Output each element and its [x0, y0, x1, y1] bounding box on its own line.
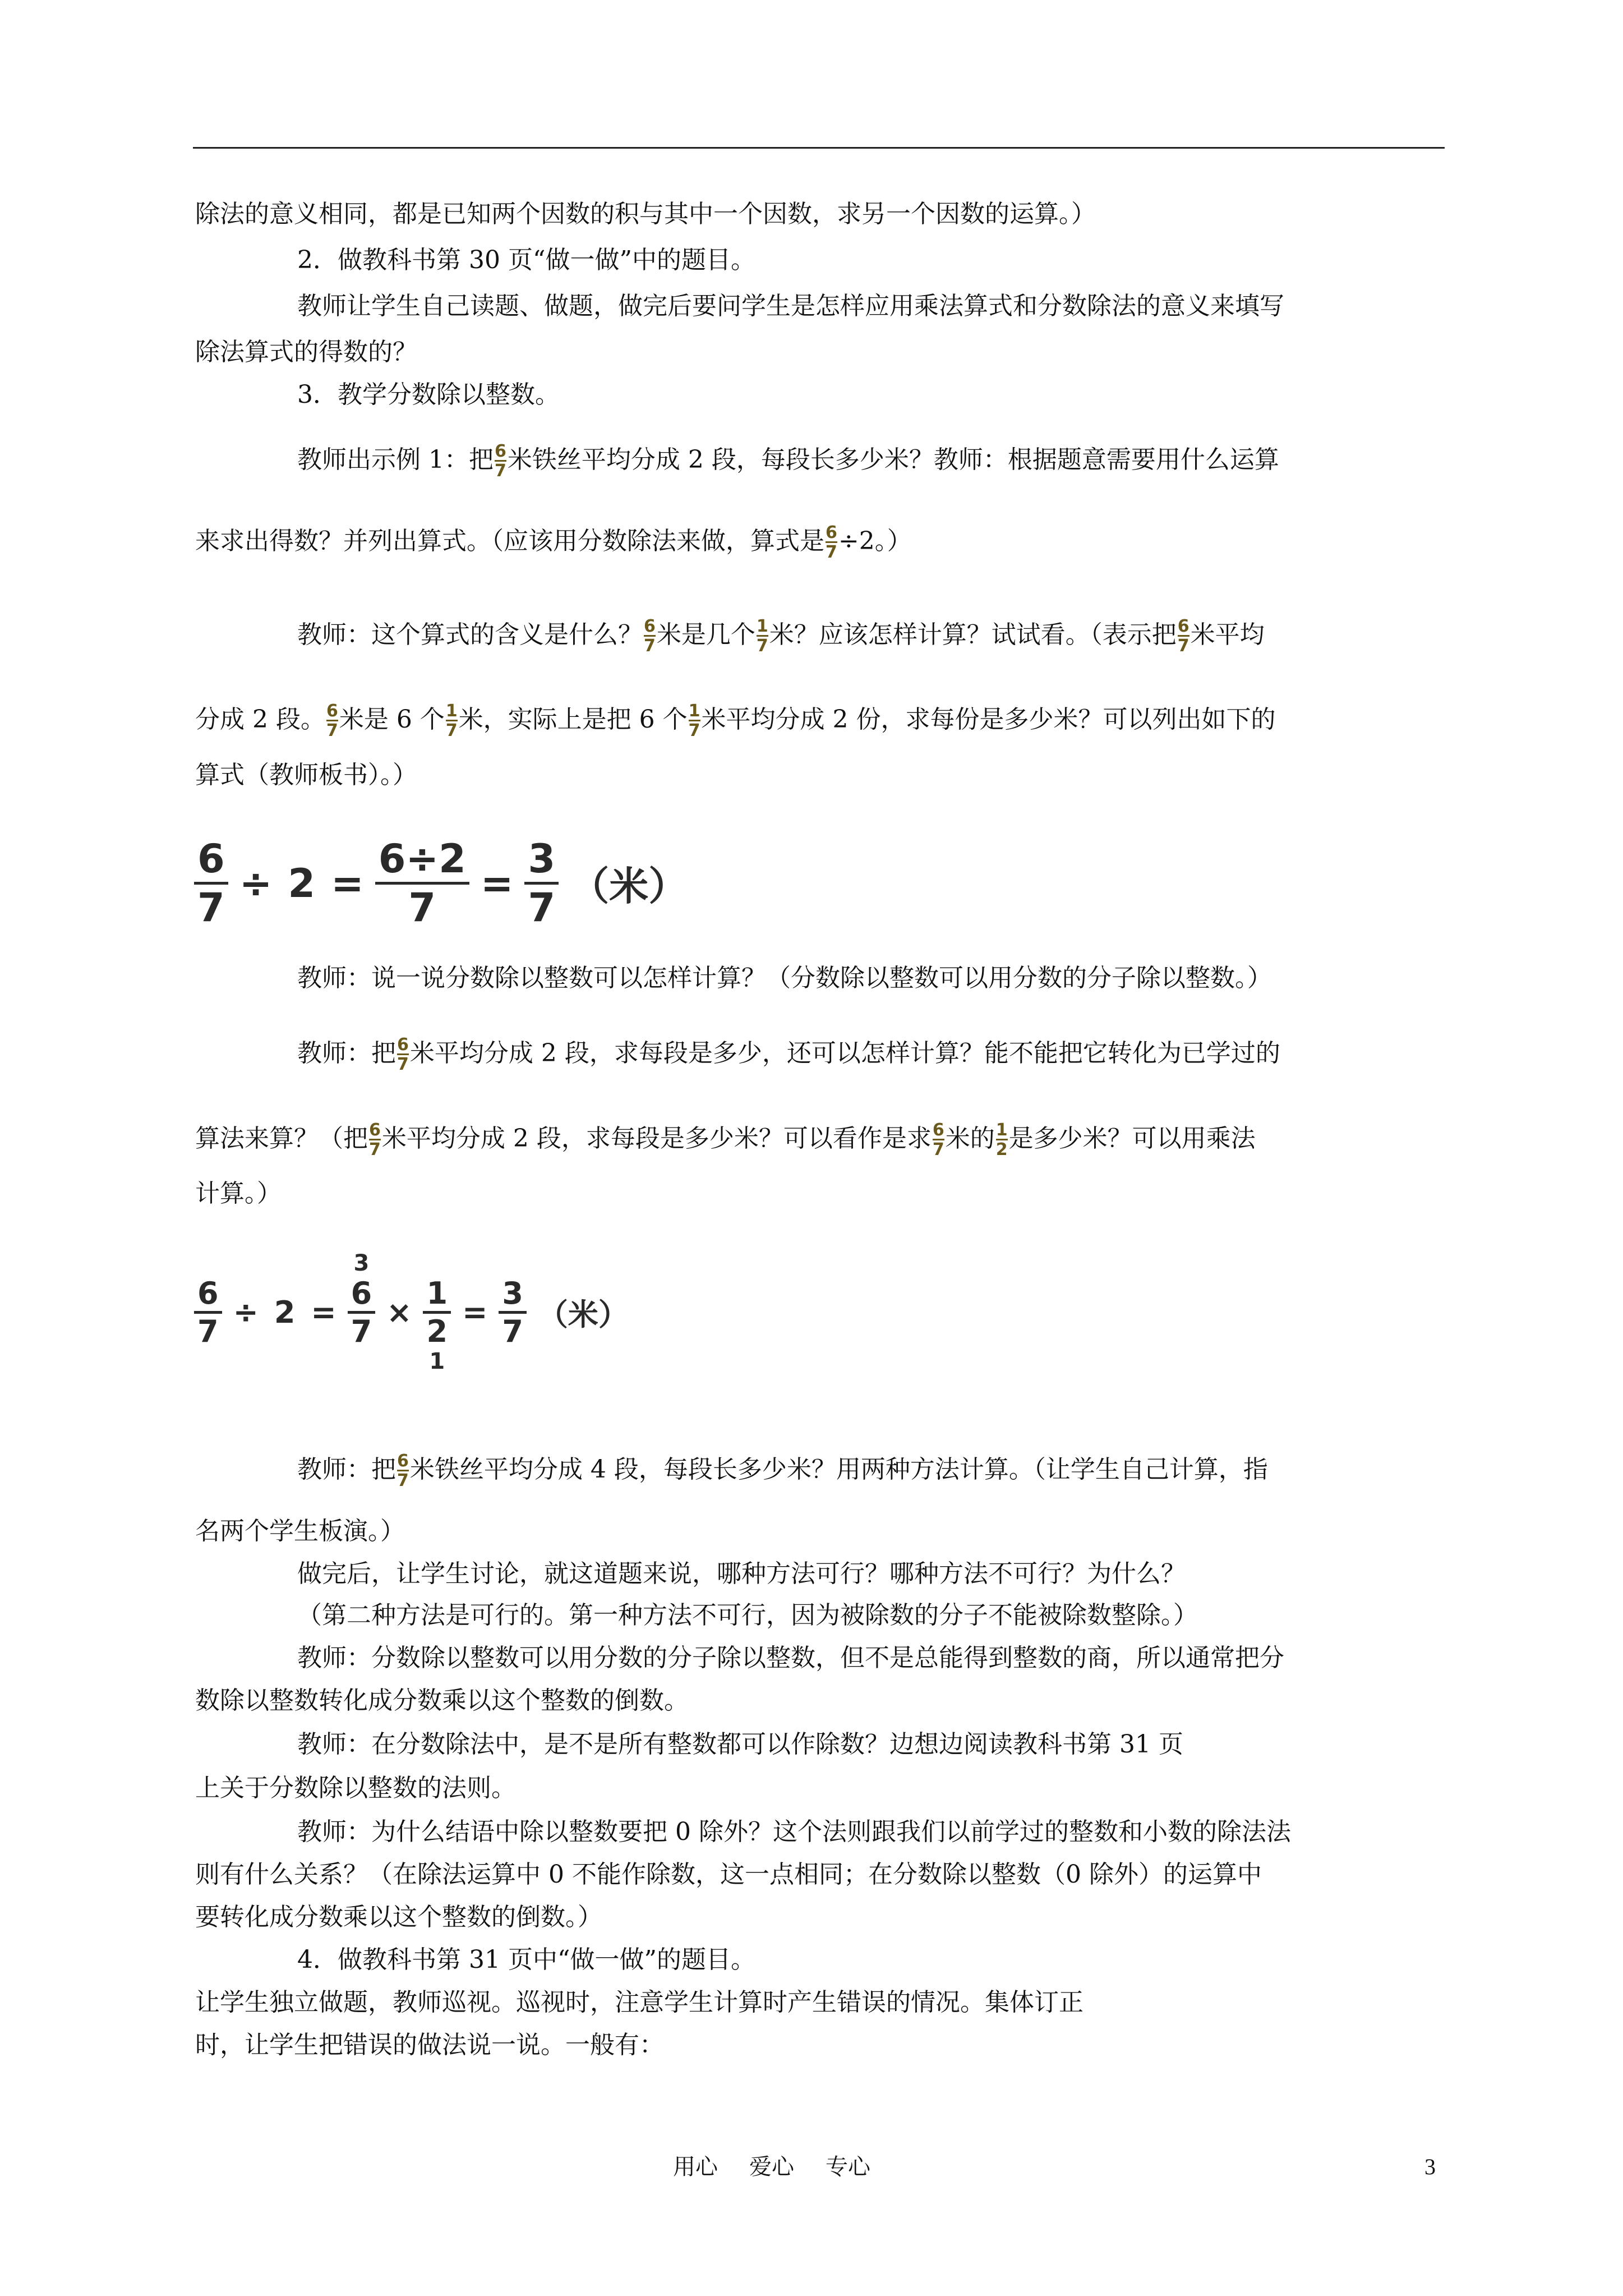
numerator: 1 — [445, 701, 458, 721]
fraction-six-sevenths — [326, 703, 338, 739]
equals-sign: = — [311, 1295, 336, 1330]
fraction-one-seventh — [689, 703, 700, 739]
text-segment: 米平均分成 2 段，求每段是多少米？可以看作是求 — [381, 1124, 932, 1153]
numerator: 6 — [644, 616, 656, 636]
text-segment: 米？应该怎样计算？试试看。（表示把 — [769, 620, 1177, 649]
denominator: 2 — [995, 1140, 1008, 1159]
numerator: 6 — [197, 1276, 219, 1311]
text-segment: 米平均 — [1190, 620, 1265, 649]
denominator: 7 — [1177, 636, 1189, 656]
numerator: 1 — [426, 1276, 448, 1311]
denominator: 7 — [524, 882, 559, 931]
numerator: 6 — [369, 1120, 381, 1140]
header-rule — [193, 147, 1445, 149]
fraction-six-sevenths — [397, 1453, 409, 1489]
text-segment: 来求出得数？并列出算式。（应该用分数除法来做，算式是 — [195, 527, 824, 555]
text-segment: 米的 — [945, 1124, 995, 1153]
reduced-denominator: 1 — [429, 1349, 445, 1374]
text-line: 教师：为什么结语中除以整数要把 0 除外？这个法则跟我们以前学过的整数和小数的除法法 — [297, 1818, 1291, 1846]
fraction-one-half — [996, 1122, 1008, 1158]
denominator: 7 — [375, 882, 469, 931]
equation-fraction — [524, 836, 559, 931]
text-segment: 米是几个 — [656, 620, 755, 649]
text-line: 除法算式的得数的？ — [195, 338, 417, 366]
text-segment: 教师：把 — [297, 1455, 396, 1484]
equation-fraction — [423, 1276, 451, 1349]
numerator: 6÷2 — [378, 836, 466, 882]
numerator: 6 — [351, 1276, 372, 1311]
denominator: 7 — [644, 636, 656, 656]
equation-fraction — [194, 1276, 222, 1349]
text-line: 2．做教科书第 30 页“做一做”中的题目。 — [297, 246, 755, 274]
fraction-six-sevenths — [826, 524, 837, 561]
text-line: 名两个学生板演。） — [195, 1517, 405, 1545]
fraction-six-sevenths — [397, 1037, 409, 1073]
equals-sign: = — [331, 860, 364, 907]
numerator: 1 — [995, 1120, 1008, 1140]
text-line: 让学生独立做题，教师巡视。巡视时，注意学生计算时产生错误的情况。集体订正 — [195, 1988, 1083, 2017]
numerator: 6 — [326, 701, 338, 721]
text-segment: ÷2。） — [838, 527, 912, 555]
denominator: 7 — [326, 721, 338, 740]
numerator: 6 — [826, 523, 837, 542]
paragraph-explanation — [195, 703, 1276, 739]
divisor: 2 — [274, 1295, 296, 1330]
text-line: 教师：分数除以整数可以用分数的分子除以整数，但不是总能得到整数的商，所以通常把分 — [297, 1644, 1284, 1672]
text-segment: 教师：这个算式的含义是什么？ — [297, 620, 643, 649]
text-segment: 教师：把 — [297, 1039, 396, 1068]
fraction-six-sevenths — [369, 1122, 381, 1158]
footer-word: 用心 — [673, 2154, 718, 2180]
text-line: 做完后，让学生讨论，就这道题来说，哪种方法可行？哪种方法不可行？为什么？ — [297, 1559, 1186, 1588]
text-segment: 分成 2 段。 — [195, 705, 325, 734]
text-segment: 米铁丝平均分成 2 段，每段长多少米？教师：根据题意需要用什么运算 — [507, 445, 1279, 474]
text-line: 则有什么关系？（在除法运算中 0 不能作除数，这一点相同；在分数除以整数（0 除外）的运算中 — [195, 1860, 1262, 1889]
denominator: 7 — [688, 721, 700, 740]
denominator: 7 — [494, 461, 506, 481]
text-line: 计算。） — [195, 1179, 282, 1208]
equals-sign: = — [480, 860, 514, 907]
denominator: 7 — [499, 1311, 527, 1349]
numerator: 6 — [397, 1035, 409, 1055]
footer-word: 专心 — [826, 2154, 870, 2180]
text-line: 教师让学生自己读题、做题，做完后要问学生是怎样应用乘法算式和分数除法的意义来填写 — [297, 292, 1284, 320]
numerator: 6 — [932, 1120, 944, 1140]
paragraph-example-1 — [297, 443, 1279, 480]
equation-fraction — [194, 836, 228, 931]
fraction-six-sevenths — [644, 618, 656, 655]
fraction-one-seventh — [757, 618, 768, 655]
denominator: 7 — [932, 1140, 944, 1159]
fraction-one-seventh — [446, 703, 458, 739]
denominator: 7 — [397, 1055, 409, 1074]
text-segment: 米平均分成 2 份，求每份是多少米？可以列出如下的 — [701, 705, 1276, 734]
text-line: 上关于分数除以整数的法则。 — [195, 1774, 516, 1802]
denominator: 7 — [756, 636, 768, 656]
text-segment: 米是 6 个 — [339, 705, 445, 734]
denominator: 7 — [397, 1471, 409, 1490]
numerator: 3 — [528, 836, 556, 882]
text-line: 算式（教师板书）。） — [195, 761, 417, 789]
cancelled-fraction — [419, 1251, 454, 1374]
paragraph-alternative — [297, 1037, 1280, 1073]
equation-fraction — [499, 1276, 527, 1349]
paragraph-exercise — [297, 1453, 1268, 1489]
unit-label: （米） — [570, 863, 688, 909]
text-line: 3．教学分数除以整数。 — [297, 380, 560, 409]
fraction-six-sevenths — [495, 443, 506, 480]
equation-division — [191, 836, 695, 931]
text-segment: 米，实际上是把 6 个 — [458, 705, 688, 734]
text-line: 时，让学生把错误的做法说一说。一般有： — [195, 2031, 664, 2059]
numerator: 6 — [197, 836, 225, 882]
equation-multiplication — [191, 1251, 637, 1380]
numerator: 1 — [688, 701, 700, 721]
footer-word: 爱心 — [749, 2154, 794, 2180]
text-line: （第二种方法是可行的。第一种方法不可行，因为被除数的分子不能被除数整除。） — [297, 1601, 1198, 1630]
text-line: 教师：说一说分数除以整数可以怎样计算？（分数除以整数可以用分数的分子除以整数。） — [297, 964, 1272, 992]
numerator: 6 — [494, 441, 506, 461]
text-segment: 米平均分成 2 段，求每段是多少，还可以怎样计算？能不能把它转化为已学过的 — [409, 1039, 1280, 1068]
denominator: 7 — [826, 542, 837, 562]
denominator: 7 — [194, 882, 228, 931]
numerator: 1 — [756, 616, 768, 636]
numerator: 3 — [502, 1276, 523, 1311]
denominator: 7 — [348, 1311, 376, 1349]
text-segment: 米铁丝平均分成 4 段，每段长多少米？用两种方法计算。（让学生自己计算，指 — [409, 1455, 1268, 1484]
text-segment: 是多少米？可以用乘法 — [1008, 1124, 1256, 1153]
equation-fraction — [348, 1276, 376, 1349]
times-sign: × — [386, 1295, 412, 1330]
divisor: 2 — [288, 860, 316, 907]
reduced-numerator: 3 — [353, 1250, 370, 1276]
equation-fraction — [375, 836, 469, 931]
text-line: 4．做教科书第 31 页中“做一做”的题目。 — [297, 1945, 755, 1974]
text-line: 要转化成分数乘以这个整数的倒数。） — [195, 1903, 602, 1931]
paragraph-multiplication — [195, 1122, 1256, 1158]
equals-sign: = — [462, 1295, 488, 1330]
numerator: 6 — [1177, 616, 1189, 636]
unit-label: （米） — [537, 1297, 629, 1332]
footer-motto — [673, 2153, 942, 2181]
text-segment: 算法来算？（把 — [195, 1124, 368, 1153]
divide-sign: ÷ — [233, 1295, 259, 1330]
paragraph-meaning — [297, 618, 1265, 655]
cancelled-fraction — [344, 1251, 379, 1374]
fraction-six-sevenths — [933, 1122, 944, 1158]
denominator: 2 — [423, 1311, 451, 1349]
paragraph-expression — [195, 524, 912, 561]
text-line: 除法的意义相同，都是已知两个因数的积与其中一个因数，求另一个因数的运算。） — [195, 200, 1096, 228]
text-line: 教师：在分数除法中，是不是所有整数都可以作除数？边想边阅读教科书第 31 页 — [297, 1730, 1183, 1759]
divide-sign: ÷ — [239, 860, 273, 907]
numerator: 6 — [397, 1451, 409, 1471]
text-segment: 教师出示例 1：把 — [297, 445, 494, 474]
denominator: 7 — [369, 1140, 381, 1159]
denominator: 7 — [194, 1311, 222, 1349]
fraction-six-sevenths — [1178, 618, 1189, 655]
text-line: 数除以整数转化成分数乘以这个整数的倒数。 — [195, 1686, 689, 1715]
denominator: 7 — [445, 721, 458, 740]
page-number: 3 — [1424, 2154, 1436, 2179]
